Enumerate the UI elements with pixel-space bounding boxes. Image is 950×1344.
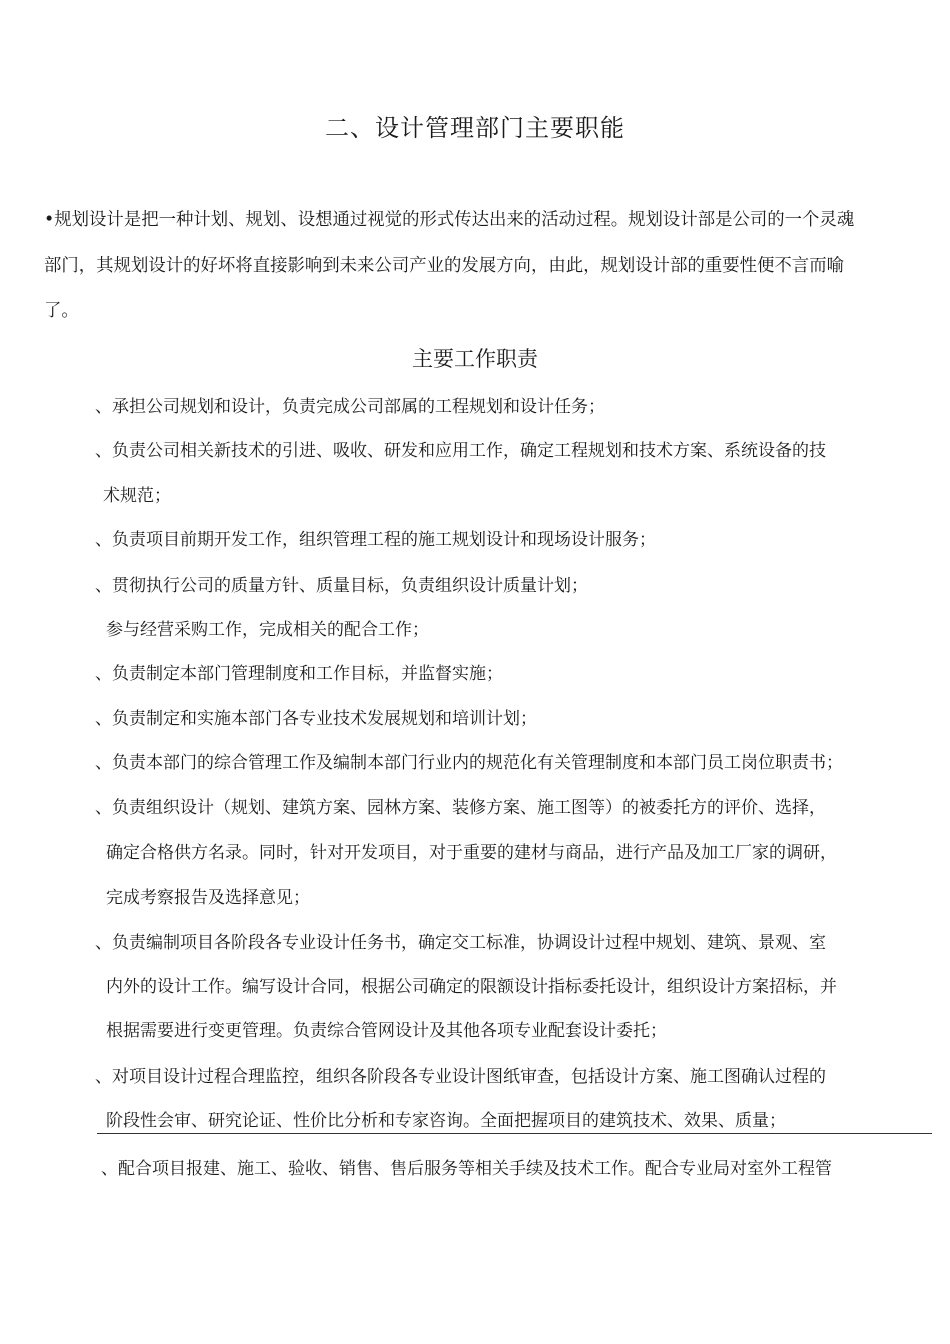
duty-line-14: 内外的设计工作。编写设计合同，根据公司确定的限额设计指标委托设计，组织设计方案招标，并	[106, 977, 837, 997]
duty-line-9: 、负责本部门的综合管理工作及编制本部门行业内的规范化有关管理制度和本部门员工岗位职责书；	[95, 753, 843, 773]
duty-line-16: 、对项目设计过程合理监控，组织各阶段各专业设计图纸审查，包括设计方案、施工图确认过程的	[95, 1067, 826, 1087]
duty-line-10: 、负责组织设计（规划、建筑方案、园林方案、装修方案、施工图等）的被委托方的评价、选择，	[95, 798, 826, 818]
duty-line-6: 参与经营采购工作，完成相关的配合工作；	[106, 620, 429, 640]
duty-line-13: 、负责编制项目各阶段各专业设计任务书，确定交工标准，协调设计过程中规划、建筑、景观、室	[95, 933, 826, 953]
document-title: 二、设计管理部门主要职能	[325, 114, 625, 142]
intro-line-2: 部门，其规划设计的好坏将直接影响到未来公司产业的发展方向，由此，规划设计部的重要性便不言而喻	[44, 256, 844, 276]
duty-line-17: 阶段性会审、研究论证、性价比分析和专家咨询。全面把握项目的建筑技术、效果、质量；	[106, 1111, 786, 1131]
duty-line-2: 、负责公司相关新技术的引进、吸收、研发和应用工作，确定工程规划和技术方案、系统设备的技	[95, 441, 826, 461]
duty-line-18: 、配合项目报建、施工、验收、销售、售后服务等相关手续及技术工作。配合专业局对室外工程管	[101, 1159, 832, 1179]
duty-line-4: 、负责项目前期开发工作，组织管理工程的施工规划设计和现场设计服务；	[95, 530, 656, 550]
section-subtitle: 主要工作职责	[412, 347, 538, 371]
duty-line-1: 、承担公司规划和设计，负责完成公司部属的工程规划和设计任务；	[95, 397, 605, 417]
duty-line-8: 、负责制定和实施本部门各专业技术发展规划和培训计划；	[95, 709, 537, 729]
duty-line-3: 术规范；	[103, 486, 171, 506]
intro-line-3: 了。	[44, 301, 79, 321]
intro-line-1: •规划设计是把一种计划、规划、设想通过视觉的形式传达出来的活动过程。规划设计部是公司的一个灵魂	[44, 210, 855, 230]
section-divider	[97, 1133, 932, 1134]
duty-line-11: 确定合格供方名录。同时，针对开发项目，对于重要的建材与商品，进行产品及加工厂家的调研，	[106, 843, 837, 863]
duty-line-7: 、负责制定本部门管理制度和工作目标，并监督实施；	[95, 664, 503, 684]
duty-line-5: 、贯彻执行公司的质量方针、质量目标，负责组织设计质量计划；	[95, 576, 588, 596]
duty-line-15: 根据需要进行变更管理。负责综合管网设计及其他各项专业配套设计委托；	[106, 1021, 667, 1041]
duty-line-12: 完成考察报告及选择意见；	[106, 888, 310, 908]
